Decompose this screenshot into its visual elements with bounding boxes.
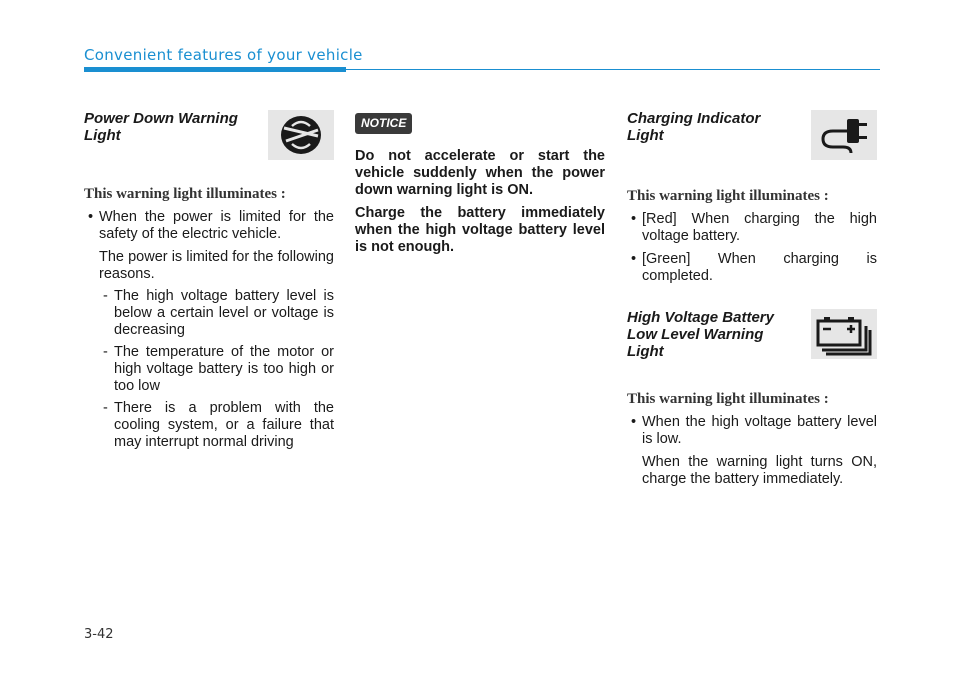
turtle-icon xyxy=(268,110,334,160)
charging-section xyxy=(627,110,877,493)
notice-para: Do not accelerate or start the vehicle suddenly when the power down warning light is ON. xyxy=(355,148,605,198)
plug-icon xyxy=(811,110,877,160)
power-down-title: Power Down Warning Light xyxy=(84,110,238,144)
power-down-reason: - The high voltage battery level is below a certain level or voltage is decreasing xyxy=(84,288,334,339)
hv-battery-heading xyxy=(627,309,877,379)
hv-battery-para: When the warning light turns ON, charge the battery immediately. xyxy=(642,454,877,487)
notice-badge: NOTICE xyxy=(355,113,412,134)
hv-battery-title: High Voltage Battery Low Level Warning Light xyxy=(627,309,774,360)
power-down-reason: - There is a problem with the cooling system, or a failure that may interrupt normal driving xyxy=(84,400,334,451)
power-down-para: The power is limited for the following reasons. xyxy=(99,249,334,282)
charging-title: Charging Indicator Light xyxy=(627,110,761,144)
notice-section xyxy=(355,110,605,262)
hv-battery-subhead: This warning light illuminates : xyxy=(627,391,829,407)
power-down-subhead: This warning light illuminates : xyxy=(84,186,286,202)
charging-bullet: • [Red] When charging the high voltage battery. xyxy=(627,211,877,245)
charging-subhead: This warning light illuminates : xyxy=(627,188,829,204)
power-down-reason: - The temperature of the motor or high voltage battery is too high or too low xyxy=(84,344,334,395)
header-rule-thick xyxy=(84,67,346,72)
battery-icon xyxy=(811,309,877,359)
power-down-bullet: • When the power is limited for the safety of the electric vehicle. xyxy=(84,209,334,243)
power-down-heading xyxy=(84,110,334,162)
notice-para: Charge the battery immediately when the high voltage battery level is not enough. xyxy=(355,205,605,255)
charging-heading xyxy=(627,110,877,162)
header-rule-thin xyxy=(346,69,880,70)
section-header: Convenient features of your vehicle xyxy=(84,46,363,64)
page-number: 3-42 xyxy=(84,627,114,642)
power-down-section xyxy=(84,110,334,456)
hv-battery-bullet: • When the high voltage battery level is low. xyxy=(627,414,877,448)
charging-bullet: • [Green] When charging is completed. xyxy=(627,251,877,285)
